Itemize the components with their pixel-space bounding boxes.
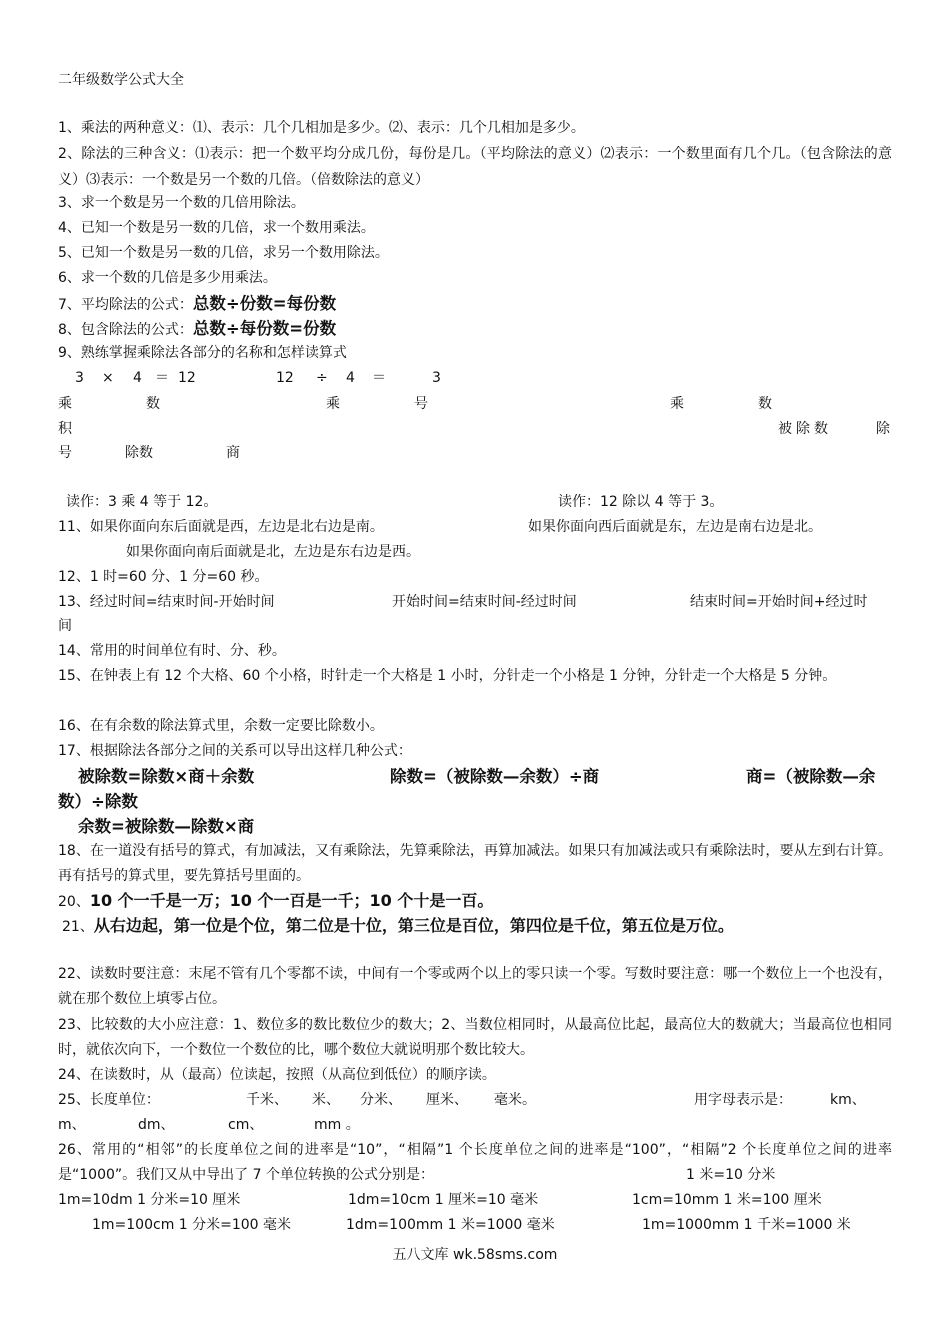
formula-dividend: 被除数=除数×商＋余数	[78, 767, 255, 786]
item-16: 16、在有余数的除法算式里，余数一定要比除数小。	[58, 718, 384, 734]
item-3: 3、求一个数是另一个数的几倍用除法。	[58, 195, 305, 211]
item-7-prefix: 7、平均除法的公式：	[58, 297, 193, 313]
item-5: 5、已知一个数是另一数的几倍，求另一个数用除法。	[58, 245, 389, 261]
formula-divisor: 除数=（被除数—余数）÷商	[390, 767, 600, 786]
name-div-sign-2: 号	[58, 445, 72, 461]
mul-equals: ＝	[155, 370, 169, 386]
item-7-formula: 总数÷份数=每份数	[192, 294, 337, 313]
name-times-2: 号	[414, 396, 428, 412]
name-dividend: 被除数	[778, 421, 832, 437]
conversion-1: 1m=10dm 1 分米=10 厘米	[58, 1192, 241, 1208]
unit-centimeter: 厘米、	[426, 1092, 468, 1108]
name-multiplicand-1: 乘	[58, 396, 72, 412]
item-14: 14、常用的时间单位有时、分、秒。	[58, 643, 286, 659]
unit-meter: 米、	[312, 1092, 340, 1108]
abbr-mm: mm 。	[314, 1117, 360, 1133]
item-8-prefix: 8、包含除法的公式：	[58, 322, 193, 338]
document-title: 二年级数学公式大全	[58, 72, 184, 88]
item-6: 6、求一个数的几倍是多少用乘法。	[58, 270, 277, 286]
conversion-2: 1dm=10cm 1 厘米=10 毫米	[348, 1192, 539, 1208]
abbr-cm: cm、	[228, 1117, 264, 1133]
conversion-3: 1cm=10mm 1 米=100 厘米	[632, 1192, 822, 1208]
item-8	[58, 316, 892, 343]
item-24: 24、在读数时，从（最高）位读起，按照（从高位到低位）的顺序读。	[58, 1067, 496, 1083]
name-product: 积	[58, 421, 72, 437]
item-8-formula: 总数÷每份数=份数	[192, 319, 337, 338]
formula-quotient-cont: 数）÷除数	[58, 792, 138, 811]
item-13-elapsed: 13、经过时间=结束时间-开始时间	[58, 594, 275, 610]
item-1: 1、乘法的两种意义：⑴、表示：几个几相加是多少。⑵、表示：几个几相加是多少。	[58, 120, 585, 136]
item-23: 23、比较数的大小应注意：1、数位多的数比数位少的数大；2、当数位相同时，从最高位比起，最高位大的数就大；当最高位也相同时，就依次向下，一个数位一个数位的比，哪个数位大就说明那个数比较大。	[58, 1017, 892, 1058]
abbr-km: km、	[830, 1092, 866, 1108]
footer-watermark: 五八文库 wk.58sms.com	[392, 1247, 558, 1263]
name-div-sign-1: 除	[876, 421, 890, 437]
item-2: 2、除法的三种含义：⑴表示：把一个数平均分成几份，每份是几。（平均除法的意义）⑵表示：一个数里面有几个几。（包含除法的意义）⑶表示：一个数是另一个数的几倍。（倍数除法的意义）	[58, 146, 892, 188]
name-multiplicand-2: 数	[146, 396, 160, 412]
div-sign: ÷	[316, 370, 328, 386]
abbr-dm: dm、	[138, 1117, 175, 1133]
item-26-text: 26、常用的“相邻”的长度单位之间的进率是“10”，“相隔”1 个长度单位之间的进率是“100”，“相隔”2 个长度单位之间的进率是“1000”。我们又从中导出了 7 个单位转换的公式分别是：	[58, 1142, 892, 1183]
unit-kilometer: 千米、	[246, 1092, 288, 1108]
div-equals: ＝	[372, 370, 386, 386]
item-13-start: 开始时间=结束时间-经过时间	[392, 594, 577, 610]
mul-operand-b: 4	[133, 370, 142, 386]
item-26-first-formula: 1 米=10 分米	[686, 1167, 776, 1183]
name-multiplier-2: 数	[758, 396, 772, 412]
conversion-5: 1dm=100mm 1 米=1000 毫米	[346, 1217, 555, 1233]
abbr-m: m、	[58, 1117, 86, 1133]
name-times-1: 乘	[326, 396, 340, 412]
item-18: 18、在一道没有括号的算式，有加减法，又有乘除法，先算乘除法，再算加减法。如果只有加减法或只有乘除法时，要从左到右计算。再有括号的算式里，要先算括号里面的。	[58, 843, 892, 884]
unit-millimeter: 毫米。	[494, 1092, 536, 1108]
item-21	[62, 913, 896, 940]
formula-remainder: 余数=被除数—除数×商	[78, 817, 255, 836]
item-12: 12、1 时=60 分、1 分=60 秒。	[58, 569, 269, 585]
item-13-end-cont: 间	[58, 618, 72, 634]
read-division: 读作：12 除以 4 等于 3。	[558, 494, 724, 510]
mul-result: 12	[178, 370, 196, 386]
item-17: 17、根据除法各部分之间的关系可以导出这样几种公式：	[58, 743, 412, 759]
div-divisor: 4	[346, 370, 355, 386]
item-20-text: 10 个一千是一万；10 个一百是一千；10 个十是一百。	[89, 891, 494, 910]
item-11-south: 如果你面向南后面就是北，左边是东右边是西。	[126, 544, 420, 560]
mul-sign: ×	[102, 370, 114, 386]
conversion-4: 1m=100cm 1 分米=100 毫米	[92, 1217, 292, 1233]
item-22: 22、读数时要注意：末尾不管有几个零都不读，中间有一个零或两个以上的零只读一个零。写数时要注意：哪一个数位上一个也没有，就在那个数位上填零占位。	[58, 966, 892, 1007]
name-quotient: 商	[226, 445, 240, 461]
item-11-east: 11、如果你面向东后面就是西，左边是北右边是南。	[58, 519, 384, 535]
unit-decimeter: 分米、	[360, 1092, 402, 1108]
item-9: 9、熟练掌握乘除法各部分的名称和怎样读算式	[58, 345, 347, 361]
item-20-prefix: 20、	[58, 894, 90, 910]
item-21-text: 从右边起，第一位是个位，第二位是十位，第三位是百位，第四位是千位，第五位是万位。	[93, 916, 734, 935]
name-multiplier-1: 乘	[670, 396, 684, 412]
item-4: 4、已知一个数是另一数的几倍，求一个数用乘法。	[58, 220, 375, 236]
item-13-end: 结束时间=开始时间+经过时	[690, 594, 868, 610]
item-25-label: 25、长度单位：	[58, 1092, 160, 1108]
name-divisor: 除数	[125, 445, 153, 461]
formula-quotient: 商=（被除数—余	[746, 767, 876, 786]
read-multiplication: 读作：3 乘 4 等于 12。	[66, 494, 218, 510]
item-15: 15、在钟表上有 12 个大格、60 个小格，时针走一个大格是 1 小时，分针走一个小格是 1 分钟，分针走一个大格是 5 分钟。	[58, 668, 837, 684]
item-11-west: 如果你面向西后面就是东，左边是南右边是北。	[528, 519, 822, 535]
item-25-letters-label: 用字母表示是：	[694, 1092, 792, 1108]
item-20	[58, 888, 892, 915]
conversion-6: 1m=1000mm 1 千米=1000 米	[642, 1217, 851, 1233]
mul-operand-a: 3	[75, 370, 84, 386]
div-dividend: 12	[276, 370, 294, 386]
div-quotient: 3	[432, 370, 441, 386]
item-7	[58, 291, 892, 318]
item-21-prefix: 21、	[62, 919, 94, 935]
